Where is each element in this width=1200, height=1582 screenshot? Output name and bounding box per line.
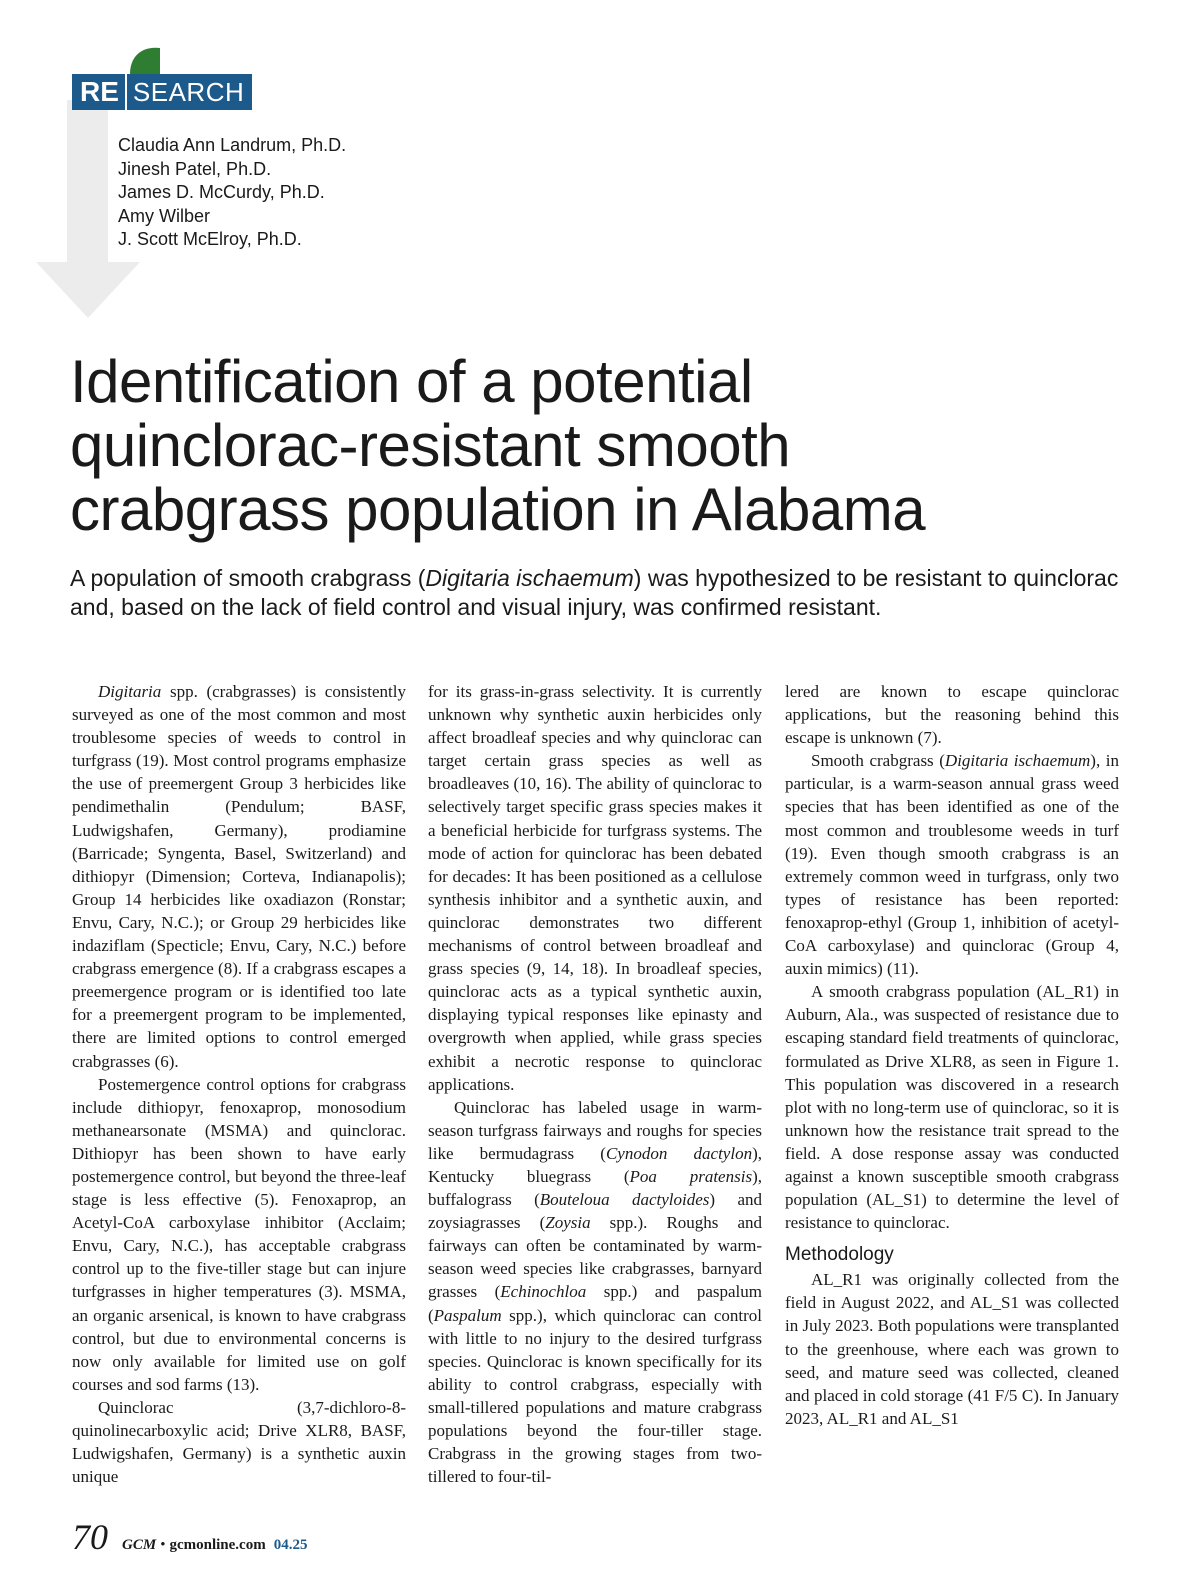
author-list bbox=[118, 134, 346, 252]
paragraph: Smooth crabgrass (Digitaria ischaemum), in particular, is a warm-season annual grass weed species that has been identified as one of the most common and troublesome weeds in turf (19). Even though smooth crabgrass is an extremely common weed in turfgrass, only two types of resistance has been reported: fenoxaprop-ethyl (Group 1, inhibition of acetyl-CoA carboxylase) and quinclorac (Group 4, auxin mimics) (11). bbox=[785, 751, 1119, 979]
magazine-name: GCM bbox=[122, 1537, 157, 1553]
page-footer bbox=[72, 1516, 307, 1558]
title-line: crabgrass population in Alabama bbox=[70, 476, 926, 543]
section-heading: Methodology bbox=[785, 1244, 894, 1266]
article-title bbox=[70, 350, 1160, 542]
author: J. Scott McElroy, Ph.D. bbox=[118, 229, 302, 249]
paragraph: Digitaria spp. (crabgrasses) is consistently surveyed as one of the most common and most troublesome species of weeds to control in turfgrass (19). Most control programs emphasize the use of preemergent Group 3 herbicides like pendimethalin (Pendulum; BASF, Ludwigshafen, Germany), prodiamine (Barricade; Syngenta, Basel, Switzerland) and dithiopyr (Dimension; Corteva, Indianapolis); Group 14 herbicides like oxadiazon (Ronstar; Envu, Cary, N.C.); or Group 29 herbicides like indaziflam (Specticle; Envu, Cary, N.C.) before crabgrass emergence (8). If a crabgrass escapes a preemergence program or is identified too late for a preemergent program to be implemented, there are limited options to control emerged crabgrasses (6). bbox=[72, 682, 406, 1071]
paragraph: for its grass-in-grass selectivity. It is currently unknown why synthetic auxin herbicides only affect broadleaf species and why quinclorac can target certain grass species as well as broadleaves (10, 16). The ability of quinclorac to selectively target specific grass species makes it a beneficial herbicide for turfgrass systems. The mode of action for quinclorac has been debated for decades: It has been positioned as a cellulose synthesis inhibitor and a synthetic auxin, and quinclorac demonstrates two different mechanisms of control between broadleaf and grass species (9, 14, 18). In broadleaf species, quinclorac acts as a typical synthetic auxin, displaying typical responses like epinasty and overgrowth when applied, while grass species exhibit a necrotic response to quinclorac applications. bbox=[428, 682, 762, 1094]
title-line: quinclorac-resistant smooth bbox=[70, 412, 791, 479]
paragraph: Quinclorac (3,7-dichloro-8-quinolinecarboxylic acid; Drive XLR8, BASF, Ludwigshafen, Germany) is a synthetic auxin unique bbox=[72, 1397, 406, 1487]
author: Amy Wilber bbox=[118, 205, 211, 226]
paragraph: A smooth crabgrass population (AL_R1) in Auburn, Ala., was suspected of resistance due to escaping standard field treatments of quinclorac, formulated as Drive XLR8, as seen in Figure 1. This population was discovered in a research plot with no long-term use of quinclorac, so it is unknown how the resistance trait spread to the field. A dose response assay was conducted against a known susceptible smooth crabgrass population (AL_S1) to determine the level of resistance to quinclorac. bbox=[785, 982, 1119, 1233]
page-number: 70 bbox=[72, 1517, 108, 1557]
title-line: Identification of a potential bbox=[70, 348, 753, 415]
author: Jinesh Patel, Ph.D. bbox=[118, 158, 272, 179]
article-deck: A population of smooth crabgrass (Digitaria ischaemum) was hypothesized to be resistant to quinclorac and, based on the lack of field control and visual injury, was confirmed resistant. bbox=[70, 565, 1119, 620]
body-column-2 bbox=[428, 680, 762, 1488]
paragraph: Postemergence control options for crabgrass include dithiopyr, fenoxaprop, monosodium methanearsonate (MSMA) and quinclorac. Dithiopyr has been shown to have early postemergence control, but beyond the three-leaf stage is less effective (5). Fenoxaprop, an Acetyl-CoA carboxylase inhibitor (Acclaim; Envu, Cary, N.C.), has acceptable crabgrass control up to the five-tiller stage but can injure turfgrasses in higher temperatures (3). MSMA, an organic arsenical, is known to have crabgrass control, but due to environmental concerns is now only available for limited use on golf courses and sod farms (13). bbox=[72, 1074, 406, 1394]
logo-re: RE bbox=[72, 74, 127, 110]
leaf-icon bbox=[128, 46, 160, 74]
paragraph: lered are known to escape quinclorac applications, but the reasoning behind this escape is unknown (7). bbox=[785, 682, 1119, 748]
research-logo bbox=[72, 74, 252, 110]
issue-date: 04.25 bbox=[273, 1537, 308, 1553]
body-column-3 bbox=[785, 680, 1119, 1430]
author: James D. McCurdy, Ph.D. bbox=[118, 182, 325, 202]
author: Claudia Ann Landrum, Ph.D. bbox=[118, 135, 347, 155]
footer-separator: • bbox=[160, 1537, 166, 1553]
paragraph: AL_R1 was originally collected from the field in August 2022, and AL_S1 was collected in July 2023. Both populations were transplanted to the greenhouse, where each was grown to seed, and mature seed was collected, cleaned and placed in cold storage (41 F/5 C). In January 2023, AL_R1 and AL_S1 bbox=[785, 1270, 1119, 1428]
website-link[interactable]: gcmonline.com bbox=[169, 1537, 266, 1553]
paragraph: Quinclorac has labeled usage in warm-season turfgrass fairways and roughs for species like bermudagrass (Cynodon dactylon), Kentucky bluegrass (Poa pratensis), buffalograss (Bouteloua dactyloides) and zoysiagrasses (Zoysia spp.). Roughs and fairways can often be contaminated by warm-season weed species like crabgrasses, barnyard grasses (Echinochloa spp.) and paspalum (Paspalum spp.), which quinclorac can control with little to no injury to the desired turfgrass species. Quinclorac is known specifically for its ability to control crabgrass, especially with small-tillered populations and mature crabgrass populations beyond the four-tiller stage. Crabgrass in the growing stages from two-tillered to four-til- bbox=[428, 1097, 762, 1487]
logo-search: SEARCH bbox=[132, 77, 245, 107]
body-column-1 bbox=[72, 680, 406, 1488]
